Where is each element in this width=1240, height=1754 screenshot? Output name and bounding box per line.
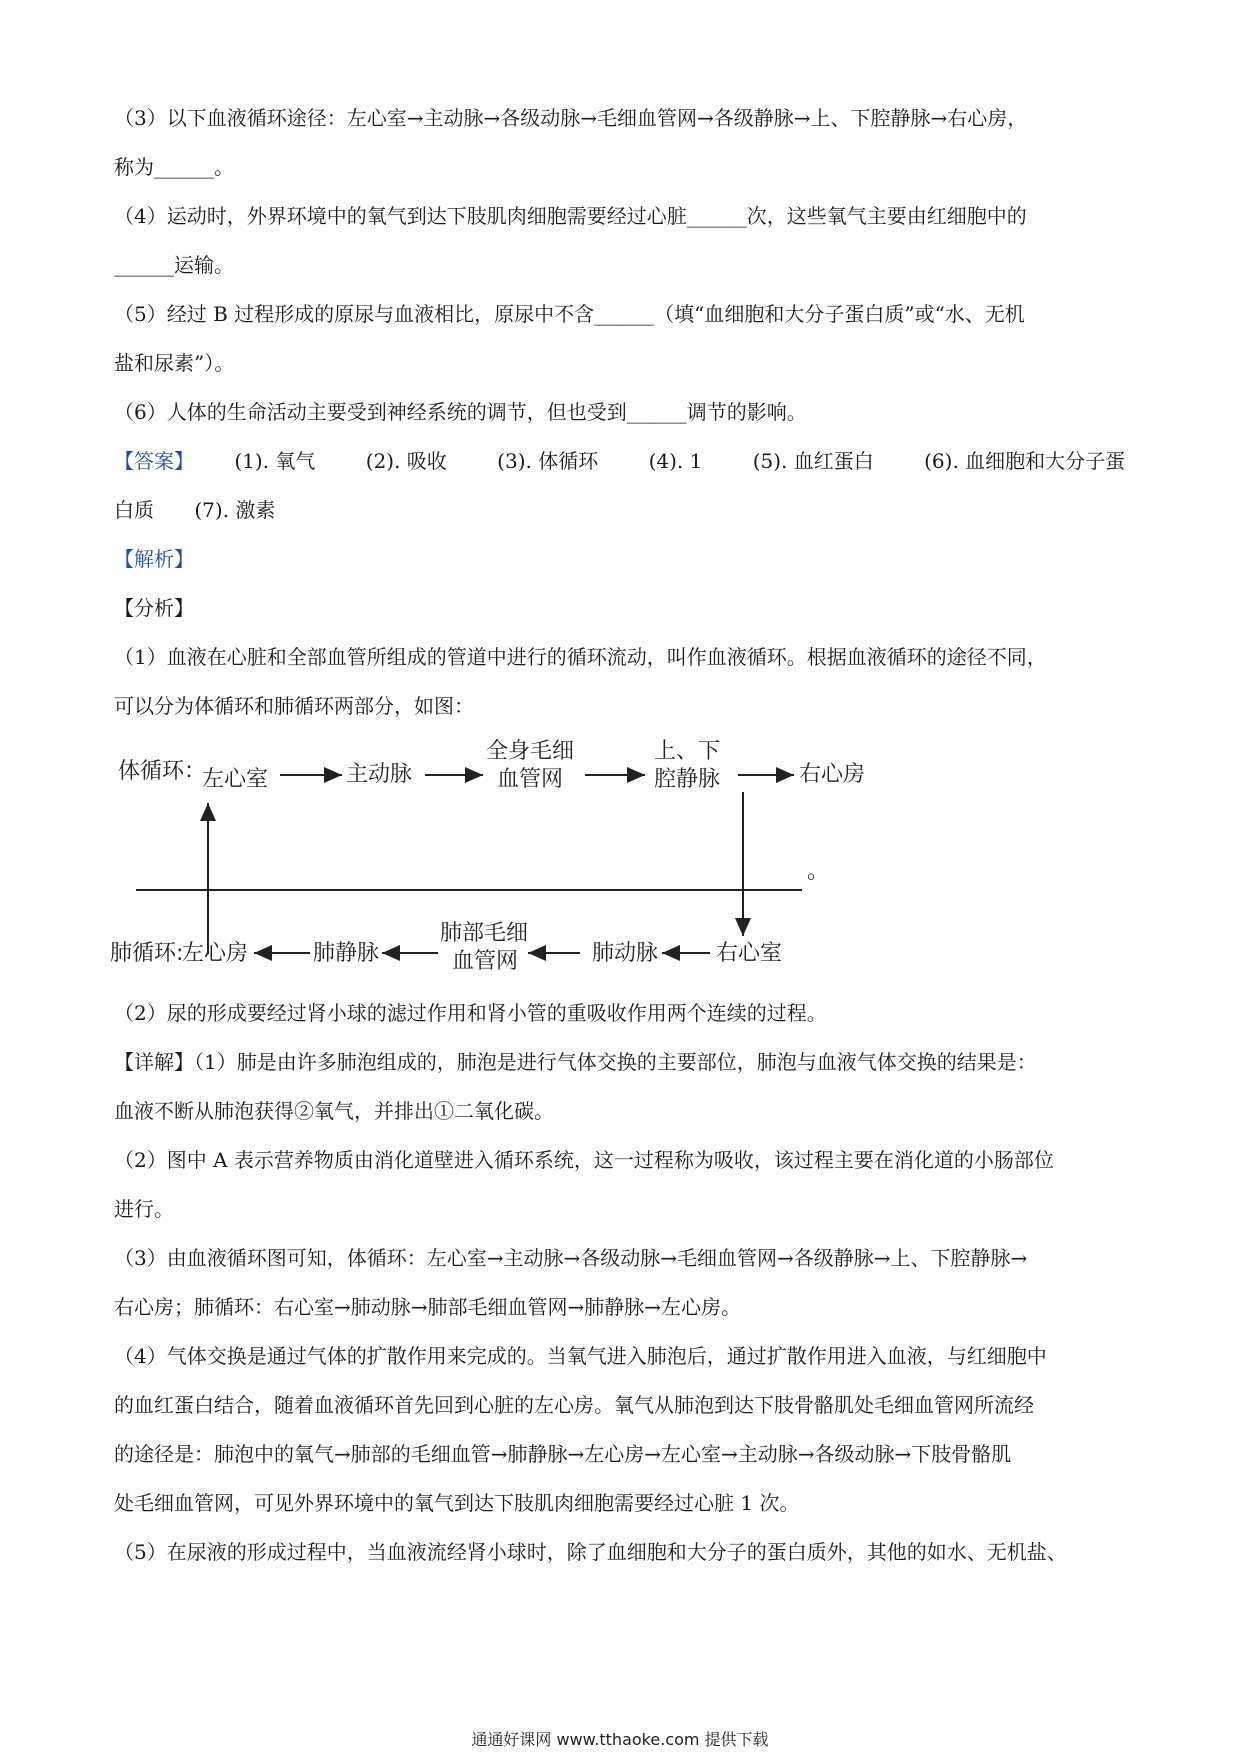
answer-item: (5). 血红蛋白 bbox=[752, 449, 874, 473]
node-left-ventricle: 左心室 bbox=[202, 767, 269, 792]
node-body-capillary-2: 血管网 bbox=[497, 767, 564, 792]
pulmonary-label: 肺循环: bbox=[110, 941, 184, 966]
diagram-end-mark: 。 bbox=[807, 859, 830, 884]
q3-line2: 称为______。 bbox=[114, 155, 234, 179]
node-vena-cava-2: 腔静脉 bbox=[654, 767, 721, 792]
detail-p2-line2: 进行。 bbox=[114, 1197, 174, 1221]
answer-item: (4). 1 bbox=[648, 449, 703, 473]
node-right-ventricle: 右心室 bbox=[716, 941, 783, 966]
answer-item: (1). 氧气 bbox=[234, 449, 316, 473]
q4-line2: ______运输。 bbox=[114, 253, 234, 277]
answer-item: (2). 吸收 bbox=[365, 449, 447, 473]
q5-line1: （5）经过 B 过程形成的原尿与血液相比，原尿中不含______（填“血细胞和大分子蛋白质”或“水、无机 bbox=[114, 302, 1025, 326]
answer-row bbox=[114, 447, 1125, 475]
answer-item: (3). 体循环 bbox=[497, 449, 599, 473]
node-pulmonary-artery: 肺动脉 bbox=[592, 941, 659, 966]
node-vena-cava-1: 上、下 bbox=[654, 739, 721, 764]
q6-line1: （6）人体的生命活动主要受到神经系统的调节，但也受到______调节的影响。 bbox=[114, 400, 807, 424]
detail-p2-line1: （2）图中 A 表示营养物质由消化道壁进入循环系统，这一过程称为吸收，该过程主要在消化道的小肠部位 bbox=[114, 1148, 1054, 1172]
analysis-tag: 【解析】 bbox=[114, 547, 194, 571]
answer-tag: 【答案】 bbox=[114, 449, 194, 473]
fenxi2: （2）尿的形成要经过肾小球的滤过作用和肾小管的重吸收作用两个连续的过程。 bbox=[114, 1001, 827, 1025]
answer-continued: 白质 bbox=[114, 498, 154, 522]
detail-tag: 【详解】 bbox=[114, 1050, 194, 1074]
detail-p5-line1: （5）在尿液的形成过程中，当血液流经肾小球时，除了血细胞和大分子的蛋白质外，其他的如水、无机盐、 bbox=[114, 1540, 1067, 1564]
circulation-diagram bbox=[110, 728, 930, 980]
node-right-atrium: 右心房 bbox=[799, 762, 866, 787]
fenxi1-line2: 可以分为体循环和肺循环两部分，如图： bbox=[114, 694, 474, 718]
systemic-label: 体循环： bbox=[118, 759, 207, 784]
node-left-atrium: 左心房 bbox=[182, 941, 249, 966]
detail-p4-line3: 的途径是：肺泡中的氧气→肺部的毛细血管→肺静脉→左心房→左心室→主动脉→各级动脉→下肢骨骼肌 bbox=[114, 1442, 1012, 1466]
fenxi1-line1: （1）血液在心脏和全部血管所组成的管道中进行的循环流动，叫作血液循环。根据血液循环的途径不同， bbox=[114, 645, 1047, 669]
detail-p1-line1 bbox=[114, 1048, 1037, 1076]
detail-p4-line1: （4）气体交换是通过气体的扩散作用来完成的。当氧气进入肺泡后，通过扩散作用进入血液，与红细胞中 bbox=[114, 1344, 1047, 1368]
node-lung-capillary-1: 肺部毛细 bbox=[440, 921, 529, 946]
detail-p4-line2: 的血红蛋白结合，随着血液循环首先回到心脏的左心房。氧气从肺泡到达下肢骨骼肌处毛细血管网所流经 bbox=[114, 1393, 1034, 1417]
node-lung-capillary-2: 血管网 bbox=[452, 949, 519, 974]
node-aorta: 主动脉 bbox=[346, 762, 413, 787]
detail-p1-text: （1）肺是由许多肺泡组成的，肺泡是进行气体交换的主要部位，肺泡与血液气体交换的结果是： bbox=[194, 1050, 1037, 1074]
q4-line1: （4）运动时，外界环境中的氧气到达下肢肌肉细胞需要经过心脏______次，这些氧气主要由红细胞中的 bbox=[114, 204, 1027, 228]
answer-item: (6). 血细胞和大分子蛋 bbox=[924, 449, 1126, 473]
q3-line1: （3）以下血液循环途径：左心室→主动脉→各级动脉→毛细血管网→各级静脉→上、下腔静脉→右心房， bbox=[114, 106, 1028, 130]
detail-p3-line2: 右心房；肺循环：右心室→肺动脉→肺部毛细血管网→肺静脉→左心房。 bbox=[114, 1295, 742, 1319]
q5-line2: 盐和尿素”）。 bbox=[114, 351, 235, 375]
detail-p4-line4: 处毛细血管网，可见外界环境中的氧气到达下肢肌肉细胞需要经过心脏 1 次。 bbox=[114, 1491, 800, 1515]
node-body-capillary-1: 全身毛细 bbox=[486, 739, 575, 764]
node-pulmonary-vein: 肺静脉 bbox=[313, 941, 380, 966]
answer-row-2 bbox=[114, 496, 275, 524]
fenxi-tag: 【分析】 bbox=[114, 596, 194, 620]
detail-p1-line2: 血液不断从肺泡获得②氧气，并排出①二氧化碳。 bbox=[114, 1099, 554, 1123]
answer-item: (7). 激素 bbox=[194, 498, 276, 522]
detail-p3-line1: （3）由血液循环图可知，体循环：左心室→主动脉→各级动脉→毛细血管网→各级静脉→上、下腔静脉→ bbox=[114, 1246, 1028, 1270]
page-footer: 通通好课网 www.tthaoke.com 提供下载 bbox=[471, 1730, 769, 1749]
